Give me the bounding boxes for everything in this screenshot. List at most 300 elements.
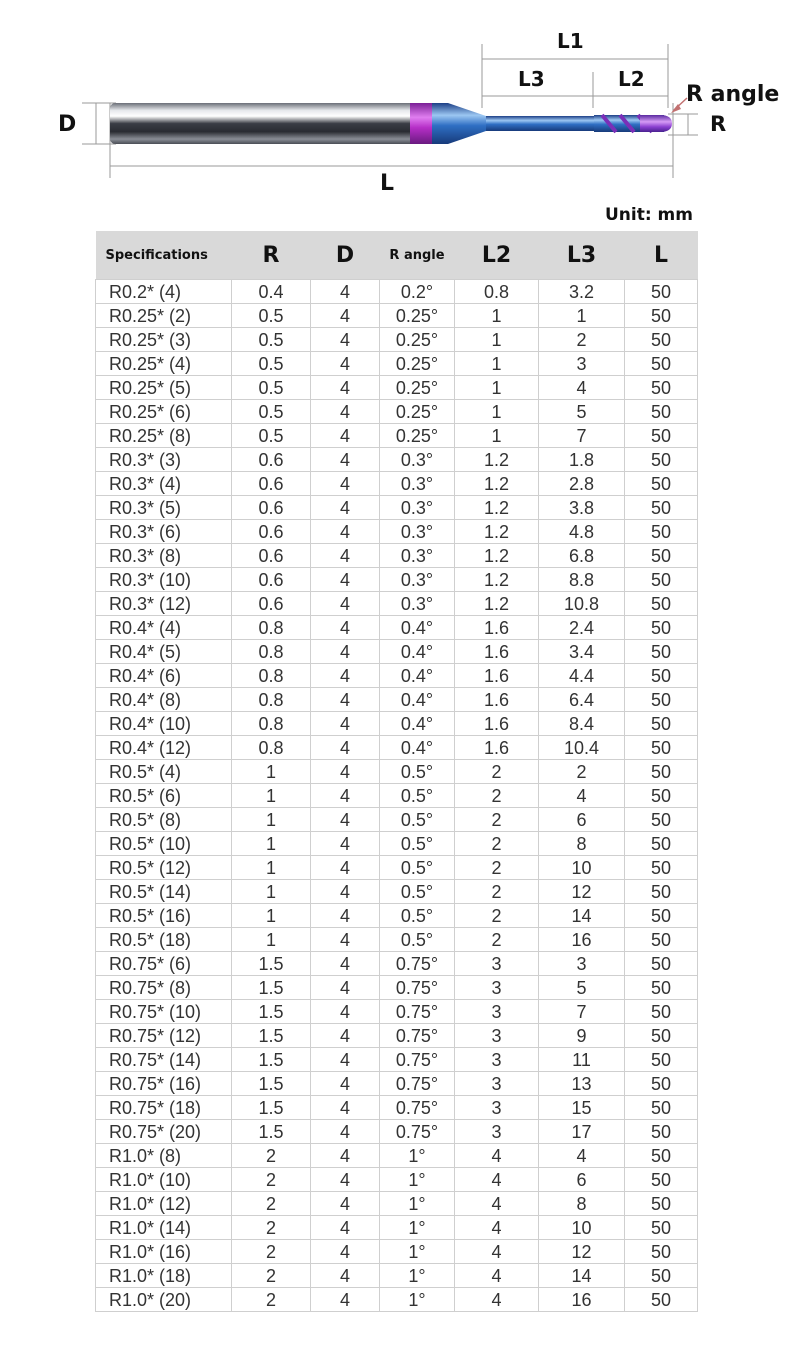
- label-l3: L3: [518, 67, 545, 91]
- cell-l2: 4: [455, 1144, 539, 1168]
- coating-band: [410, 103, 432, 144]
- cell-spec: R0.25* (6): [96, 400, 232, 424]
- cell-l3: 14: [539, 904, 625, 928]
- cell-spec: R1.0* (20): [96, 1288, 232, 1312]
- cell-l2: 1: [455, 328, 539, 352]
- cell-l: 50: [625, 712, 698, 736]
- cell-r-angle: 0.75°: [380, 952, 455, 976]
- cell-l2: 1.2: [455, 568, 539, 592]
- cell-r-angle: 1°: [380, 1264, 455, 1288]
- cell-l2: 2: [455, 832, 539, 856]
- cell-r-angle: 1°: [380, 1144, 455, 1168]
- cell-l3: 3.2: [539, 280, 625, 304]
- cell-d: 4: [311, 1216, 380, 1240]
- label-l1: L1: [557, 29, 584, 53]
- cell-l2: 1.6: [455, 712, 539, 736]
- cell-d: 4: [311, 880, 380, 904]
- end-mill-diagram: [0, 0, 790, 205]
- table-row: [96, 1240, 698, 1264]
- cell-spec: R0.3* (8): [96, 544, 232, 568]
- cell-d: 4: [311, 448, 380, 472]
- cell-l: 50: [625, 928, 698, 952]
- cell-spec: R0.75* (8): [96, 976, 232, 1000]
- table-row: [96, 784, 698, 808]
- cell-spec: R1.0* (10): [96, 1168, 232, 1192]
- cell-l2: 3: [455, 1072, 539, 1096]
- cell-l3: 2: [539, 760, 625, 784]
- cell-l3: 16: [539, 928, 625, 952]
- cell-l: 50: [625, 1216, 698, 1240]
- cell-l: 50: [625, 1000, 698, 1024]
- cell-r-angle: 0.5°: [380, 832, 455, 856]
- cell-r: 0.6: [232, 544, 311, 568]
- cell-spec: R0.3* (12): [96, 592, 232, 616]
- cell-l: 50: [625, 856, 698, 880]
- cell-r-angle: 1°: [380, 1240, 455, 1264]
- cell-r: 1.5: [232, 1024, 311, 1048]
- cell-r: 2: [232, 1168, 311, 1192]
- cell-spec: R0.4* (4): [96, 616, 232, 640]
- cell-l: 50: [625, 616, 698, 640]
- cell-r-angle: 0.4°: [380, 616, 455, 640]
- cell-spec: R0.25* (5): [96, 376, 232, 400]
- cell-l: 50: [625, 784, 698, 808]
- cell-d: 4: [311, 472, 380, 496]
- cell-d: 4: [311, 424, 380, 448]
- cell-r-angle: 0.75°: [380, 1120, 455, 1144]
- cell-l3: 3.4: [539, 640, 625, 664]
- cell-l2: 2: [455, 784, 539, 808]
- cell-l: 50: [625, 1024, 698, 1048]
- cell-r: 0.8: [232, 640, 311, 664]
- cell-d: 4: [311, 328, 380, 352]
- cell-d: 4: [311, 280, 380, 304]
- cell-l3: 3.8: [539, 496, 625, 520]
- cell-spec: R0.75* (14): [96, 1048, 232, 1072]
- cell-spec: R0.3* (3): [96, 448, 232, 472]
- table-row: [96, 808, 698, 832]
- cell-r-angle: 0.3°: [380, 520, 455, 544]
- cell-r-angle: 0.75°: [380, 976, 455, 1000]
- header-l: L: [625, 231, 698, 280]
- cell-l3: 3: [539, 352, 625, 376]
- cell-l3: 6.8: [539, 544, 625, 568]
- cell-spec: R0.4* (10): [96, 712, 232, 736]
- cell-r: 0.8: [232, 736, 311, 760]
- cell-l: 50: [625, 376, 698, 400]
- cell-l2: 2: [455, 904, 539, 928]
- cell-spec: R0.75* (12): [96, 1024, 232, 1048]
- cell-spec: R0.4* (8): [96, 688, 232, 712]
- cell-l2: 4: [455, 1288, 539, 1312]
- cell-r: 0.5: [232, 328, 311, 352]
- header-d: D: [311, 231, 380, 280]
- cell-d: 4: [311, 496, 380, 520]
- cell-l2: 1.2: [455, 592, 539, 616]
- table-row: [96, 376, 698, 400]
- cell-r: 0.8: [232, 664, 311, 688]
- cell-r-angle: 1°: [380, 1168, 455, 1192]
- cell-l: 50: [625, 568, 698, 592]
- cell-l: 50: [625, 976, 698, 1000]
- shank: [110, 103, 410, 144]
- cell-l3: 4: [539, 784, 625, 808]
- cell-l3: 6: [539, 1168, 625, 1192]
- cell-d: 4: [311, 1144, 380, 1168]
- table-row: [96, 928, 698, 952]
- cell-d: 4: [311, 664, 380, 688]
- cell-r-angle: 0.4°: [380, 688, 455, 712]
- table-row: [96, 1216, 698, 1240]
- cell-r-angle: 1°: [380, 1288, 455, 1312]
- cell-l: 50: [625, 640, 698, 664]
- cell-l2: 1.6: [455, 688, 539, 712]
- cell-d: 4: [311, 1240, 380, 1264]
- specification-table: [95, 231, 698, 1312]
- cell-d: 4: [311, 1264, 380, 1288]
- cell-l2: 1.6: [455, 664, 539, 688]
- cell-l: 50: [625, 448, 698, 472]
- header-l3: L3: [539, 231, 625, 280]
- cell-r-angle: 0.3°: [380, 592, 455, 616]
- cell-l3: 16: [539, 1288, 625, 1312]
- cell-spec: R0.5* (12): [96, 856, 232, 880]
- cell-d: 4: [311, 760, 380, 784]
- table-row: [96, 640, 698, 664]
- cell-l2: 4: [455, 1168, 539, 1192]
- cell-l2: 3: [455, 1096, 539, 1120]
- cell-d: 4: [311, 640, 380, 664]
- cell-spec: R0.25* (3): [96, 328, 232, 352]
- cell-r: 0.6: [232, 496, 311, 520]
- cell-l3: 12: [539, 880, 625, 904]
- end-mill-tool: [110, 103, 672, 144]
- table-row: [96, 664, 698, 688]
- label-l2: L2: [618, 67, 645, 91]
- cell-l3: 10.4: [539, 736, 625, 760]
- cell-spec: R0.25* (2): [96, 304, 232, 328]
- cell-r-angle: 0.2°: [380, 280, 455, 304]
- table-body: [96, 280, 698, 1312]
- cell-l2: 1.2: [455, 544, 539, 568]
- table-row: [96, 760, 698, 784]
- cell-r: 1: [232, 856, 311, 880]
- cell-l3: 4: [539, 1144, 625, 1168]
- cell-l2: 1: [455, 400, 539, 424]
- cell-l2: 1.2: [455, 448, 539, 472]
- table-row: [96, 616, 698, 640]
- cell-r: 0.6: [232, 520, 311, 544]
- cell-l3: 8.4: [539, 712, 625, 736]
- cell-spec: R0.25* (4): [96, 352, 232, 376]
- table-row: [96, 1120, 698, 1144]
- cell-l: 50: [625, 592, 698, 616]
- cell-l: 50: [625, 1048, 698, 1072]
- cell-spec: R0.5* (14): [96, 880, 232, 904]
- table-row: [96, 712, 698, 736]
- cell-l2: 2: [455, 760, 539, 784]
- cell-d: 4: [311, 952, 380, 976]
- cell-l2: 1: [455, 352, 539, 376]
- cell-l2: 1: [455, 424, 539, 448]
- cell-l: 50: [625, 1096, 698, 1120]
- cell-r-angle: 0.5°: [380, 904, 455, 928]
- cell-d: 4: [311, 1000, 380, 1024]
- cell-l2: 1.6: [455, 616, 539, 640]
- cell-l2: 2: [455, 928, 539, 952]
- cell-l3: 6: [539, 808, 625, 832]
- table-row: [96, 328, 698, 352]
- cell-l2: 4: [455, 1192, 539, 1216]
- header-r-angle: R angle: [380, 231, 455, 280]
- cell-spec: R0.4* (6): [96, 664, 232, 688]
- cell-l: 50: [625, 1168, 698, 1192]
- cell-d: 4: [311, 1096, 380, 1120]
- header-specifications: Specifications: [96, 231, 232, 280]
- cell-d: 4: [311, 688, 380, 712]
- cell-l2: 4: [455, 1216, 539, 1240]
- cell-r: 1: [232, 808, 311, 832]
- cell-l3: 4.8: [539, 520, 625, 544]
- label-d: D: [58, 112, 77, 137]
- cell-spec: R1.0* (16): [96, 1240, 232, 1264]
- label-r: R: [710, 112, 727, 136]
- neck: [486, 116, 594, 131]
- cell-r: 1: [232, 880, 311, 904]
- table-row: [96, 544, 698, 568]
- cell-r-angle: 0.25°: [380, 304, 455, 328]
- cell-l: 50: [625, 544, 698, 568]
- cell-l: 50: [625, 688, 698, 712]
- cell-l: 50: [625, 424, 698, 448]
- cell-spec: R1.0* (12): [96, 1192, 232, 1216]
- cell-r: 0.5: [232, 424, 311, 448]
- cell-d: 4: [311, 856, 380, 880]
- table-row: [96, 520, 698, 544]
- cell-r: 2: [232, 1264, 311, 1288]
- cell-d: 4: [311, 616, 380, 640]
- cell-r: 0.5: [232, 400, 311, 424]
- cell-l3: 10.8: [539, 592, 625, 616]
- cell-r: 0.5: [232, 376, 311, 400]
- cell-spec: R0.3* (10): [96, 568, 232, 592]
- cell-l: 50: [625, 280, 698, 304]
- cell-d: 4: [311, 1072, 380, 1096]
- cell-l: 50: [625, 736, 698, 760]
- cell-spec: R0.5* (6): [96, 784, 232, 808]
- cell-r-angle: 1°: [380, 1192, 455, 1216]
- cell-l: 50: [625, 1072, 698, 1096]
- cell-d: 4: [311, 808, 380, 832]
- cell-r: 1.5: [232, 1048, 311, 1072]
- table-row: [96, 1072, 698, 1096]
- cell-l3: 13: [539, 1072, 625, 1096]
- cell-r: 0.8: [232, 616, 311, 640]
- table-row: [96, 1144, 698, 1168]
- table-row: [96, 856, 698, 880]
- cell-spec: R0.4* (5): [96, 640, 232, 664]
- cell-l: 50: [625, 1240, 698, 1264]
- table-row: [96, 880, 698, 904]
- cell-r-angle: 0.5°: [380, 784, 455, 808]
- cell-l3: 11: [539, 1048, 625, 1072]
- cell-l: 50: [625, 664, 698, 688]
- cell-spec: R0.3* (6): [96, 520, 232, 544]
- table-row: [96, 688, 698, 712]
- cell-r: 1.5: [232, 952, 311, 976]
- cell-r: 0.8: [232, 712, 311, 736]
- cell-r-angle: 0.5°: [380, 856, 455, 880]
- cell-r: 0.6: [232, 472, 311, 496]
- unit-label: Unit: mm: [604, 205, 693, 225]
- cell-l3: 9: [539, 1024, 625, 1048]
- cell-r: 1: [232, 928, 311, 952]
- cell-l: 50: [625, 304, 698, 328]
- cell-r-angle: 0.75°: [380, 1000, 455, 1024]
- cell-l2: 0.8: [455, 280, 539, 304]
- table-row: [96, 496, 698, 520]
- cell-spec: R0.75* (20): [96, 1120, 232, 1144]
- table-row: [96, 952, 698, 976]
- cell-r: 0.6: [232, 448, 311, 472]
- cell-spec: R0.75* (16): [96, 1072, 232, 1096]
- cell-r-angle: 0.25°: [380, 352, 455, 376]
- table-row: [96, 472, 698, 496]
- cell-l: 50: [625, 760, 698, 784]
- cell-r: 1: [232, 784, 311, 808]
- cell-spec: R1.0* (18): [96, 1264, 232, 1288]
- cell-l2: 4: [455, 1240, 539, 1264]
- cell-r-angle: 0.3°: [380, 544, 455, 568]
- cell-r: 0.4: [232, 280, 311, 304]
- cell-r: 0.8: [232, 688, 311, 712]
- cell-l3: 10: [539, 1216, 625, 1240]
- table-row: [96, 592, 698, 616]
- cell-l3: 3: [539, 952, 625, 976]
- cell-l3: 2.4: [539, 616, 625, 640]
- cell-d: 4: [311, 544, 380, 568]
- header-r: R: [232, 231, 311, 280]
- cell-r-angle: 0.75°: [380, 1072, 455, 1096]
- cell-r-angle: 0.3°: [380, 568, 455, 592]
- cell-r-angle: 0.25°: [380, 424, 455, 448]
- table-row: [96, 304, 698, 328]
- table-row: [96, 1168, 698, 1192]
- cell-l3: 8: [539, 1192, 625, 1216]
- cell-spec: R0.5* (8): [96, 808, 232, 832]
- cell-d: 4: [311, 832, 380, 856]
- cell-l3: 1.8: [539, 448, 625, 472]
- cell-spec: R0.3* (5): [96, 496, 232, 520]
- taper: [432, 103, 486, 144]
- cell-l: 50: [625, 352, 698, 376]
- cell-r-angle: 0.3°: [380, 472, 455, 496]
- table-row: [96, 1024, 698, 1048]
- cell-l2: 1: [455, 376, 539, 400]
- cell-spec: R0.5* (16): [96, 904, 232, 928]
- table-row: [96, 352, 698, 376]
- table-row: [96, 424, 698, 448]
- cell-r: 0.6: [232, 592, 311, 616]
- cell-l: 50: [625, 1192, 698, 1216]
- cell-l: 50: [625, 1144, 698, 1168]
- cell-l3: 8: [539, 832, 625, 856]
- table-row: [96, 976, 698, 1000]
- ball-tip: [640, 115, 672, 132]
- cell-r-angle: 0.5°: [380, 760, 455, 784]
- cell-spec: R0.5* (10): [96, 832, 232, 856]
- cell-l: 50: [625, 400, 698, 424]
- cell-r: 1.5: [232, 1096, 311, 1120]
- cell-l3: 1: [539, 304, 625, 328]
- cell-d: 4: [311, 400, 380, 424]
- cell-r-angle: 0.3°: [380, 448, 455, 472]
- cell-l2: 2: [455, 808, 539, 832]
- cell-d: 4: [311, 304, 380, 328]
- cell-r-angle: 0.3°: [380, 496, 455, 520]
- cell-l: 50: [625, 904, 698, 928]
- cell-d: 4: [311, 568, 380, 592]
- cell-l: 50: [625, 808, 698, 832]
- label-l: L: [380, 171, 395, 196]
- table-row: [96, 280, 698, 304]
- cell-r: 0.6: [232, 568, 311, 592]
- cell-l3: 12: [539, 1240, 625, 1264]
- cell-l2: 1: [455, 304, 539, 328]
- cell-l2: 1.2: [455, 520, 539, 544]
- table-row: [96, 1096, 698, 1120]
- cell-d: 4: [311, 352, 380, 376]
- cell-d: 4: [311, 592, 380, 616]
- cell-d: 4: [311, 976, 380, 1000]
- cell-d: 4: [311, 712, 380, 736]
- cell-r-angle: 0.25°: [380, 376, 455, 400]
- cell-r: 1.5: [232, 1072, 311, 1096]
- cell-spec: R0.2* (4): [96, 280, 232, 304]
- cell-l: 50: [625, 472, 698, 496]
- cell-l3: 5: [539, 976, 625, 1000]
- cell-l2: 3: [455, 1000, 539, 1024]
- cell-spec: R1.0* (14): [96, 1216, 232, 1240]
- cell-r-angle: 0.5°: [380, 880, 455, 904]
- cell-spec: R0.5* (4): [96, 760, 232, 784]
- cell-d: 4: [311, 1168, 380, 1192]
- cell-r: 1: [232, 760, 311, 784]
- cell-l3: 2: [539, 328, 625, 352]
- table-header-row: [96, 231, 698, 280]
- table-row: [96, 736, 698, 760]
- cell-l2: 1.2: [455, 472, 539, 496]
- cell-spec: R0.75* (10): [96, 1000, 232, 1024]
- cell-r: 2: [232, 1216, 311, 1240]
- cell-spec: R0.25* (8): [96, 424, 232, 448]
- cell-r-angle: 0.4°: [380, 712, 455, 736]
- cell-d: 4: [311, 1288, 380, 1312]
- cell-spec: R1.0* (8): [96, 1144, 232, 1168]
- cell-spec: R0.4* (12): [96, 736, 232, 760]
- cell-l: 50: [625, 328, 698, 352]
- cell-r-angle: 0.75°: [380, 1096, 455, 1120]
- cell-l2: 3: [455, 1120, 539, 1144]
- cell-r-angle: 0.75°: [380, 1024, 455, 1048]
- cell-d: 4: [311, 784, 380, 808]
- cell-r: 2: [232, 1240, 311, 1264]
- cell-r-angle: 0.4°: [380, 664, 455, 688]
- cell-l: 50: [625, 1264, 698, 1288]
- cell-l2: 1.6: [455, 640, 539, 664]
- cell-r: 2: [232, 1288, 311, 1312]
- header-l2: L2: [455, 231, 539, 280]
